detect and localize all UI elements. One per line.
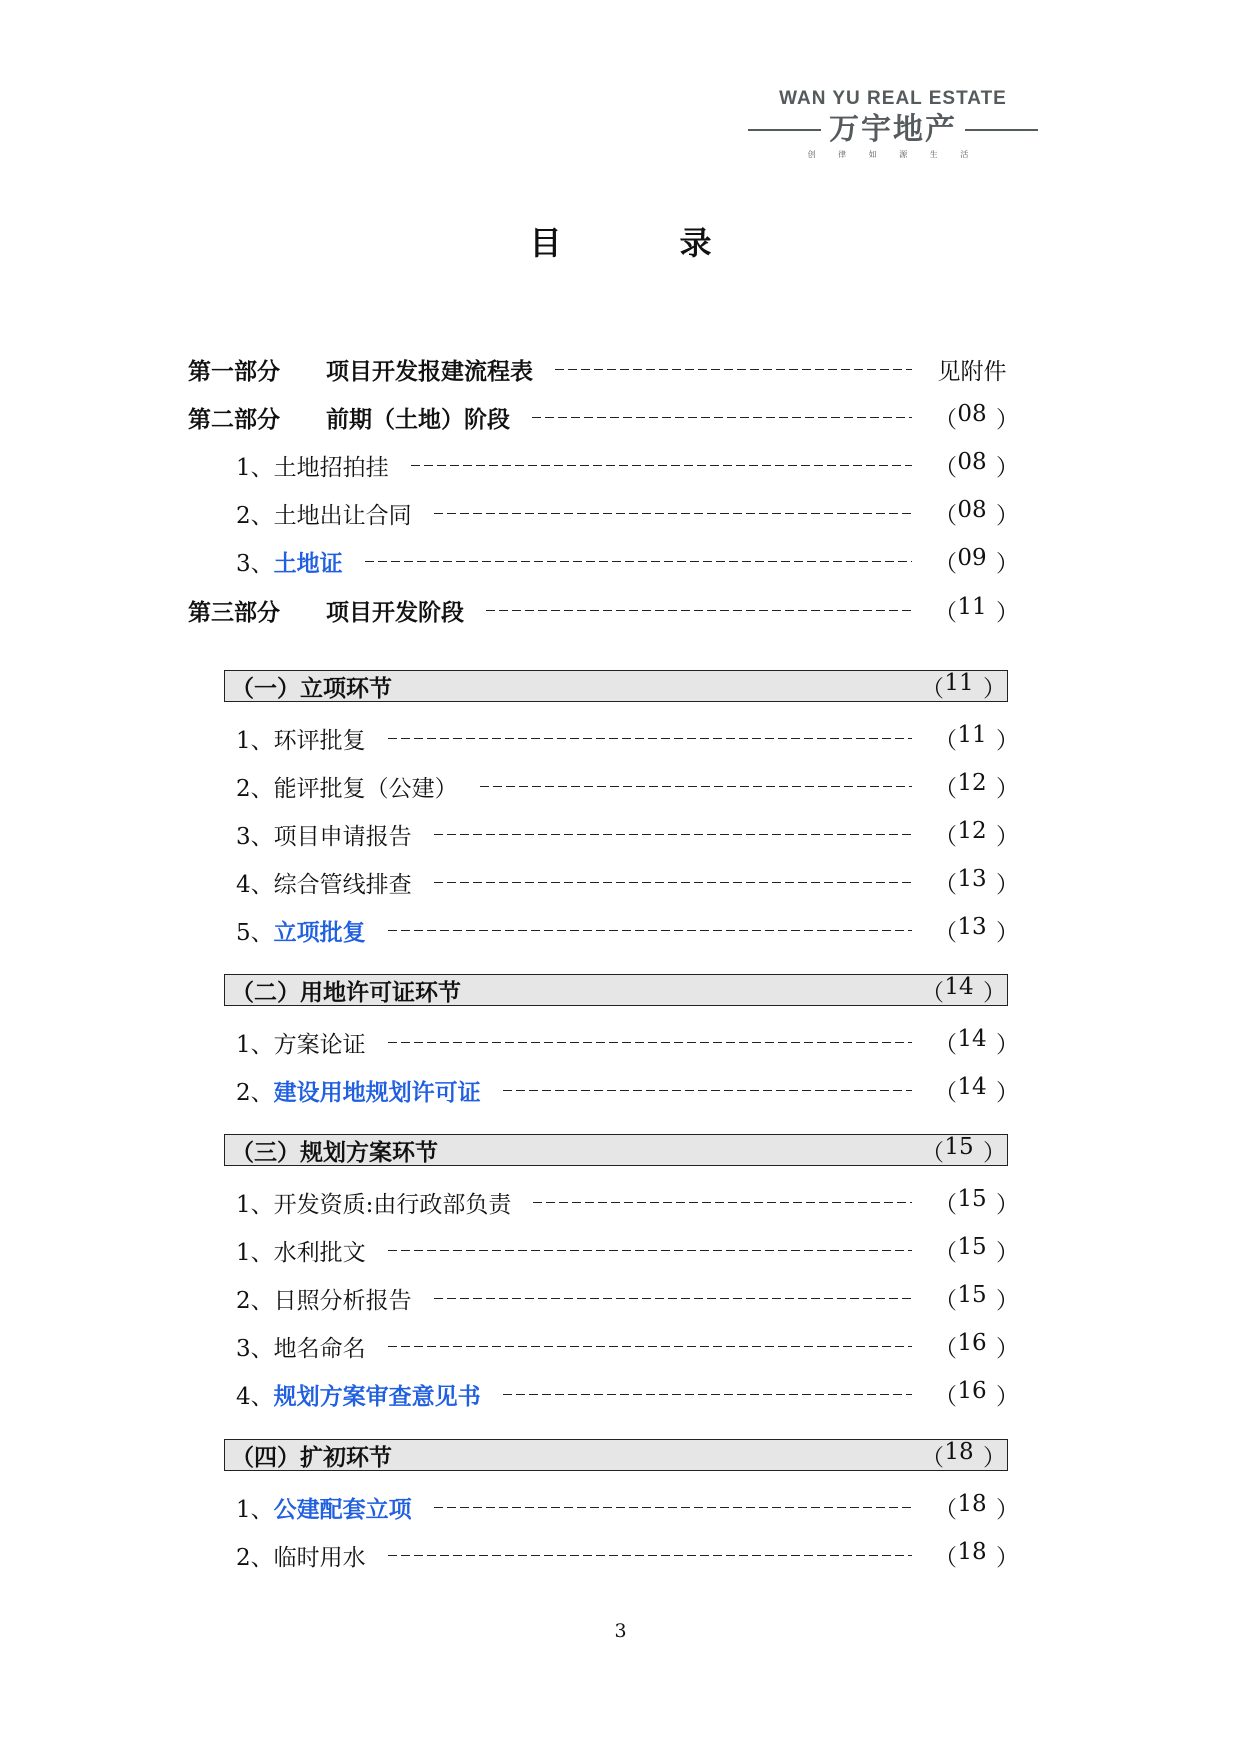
logo-left-rule: [748, 129, 821, 131]
toc-item-link[interactable]: 5、 立项批复 （ 13 ）: [236, 913, 1019, 946]
leader-dashes: [388, 1042, 912, 1043]
page-ref: 16: [957, 1329, 987, 1356]
item-text: 环评批复: [273, 727, 366, 754]
page-ref: 14: [957, 1073, 987, 1100]
toc-item[interactable]: 4、 综合管线排查 （ 13 ）: [236, 865, 1019, 898]
part-label: 第二部分: [188, 405, 280, 433]
toc-section-3[interactable]: （三）规划方案环节 （ 15 ）: [224, 1134, 1008, 1166]
toc-section-2[interactable]: （二）用地许可证环节 （ 14 ）: [224, 974, 1008, 1006]
page-title-second-char: 录: [679, 224, 712, 262]
logo-chinese-row: [748, 112, 1038, 148]
toc-part-3[interactable]: 第三部分 项目开发阶段 （ 11 ）: [188, 593, 1019, 626]
item-text: 能评批复（公建）: [273, 775, 458, 802]
page-ref: 09: [957, 544, 987, 571]
item-text: 日照分析报告: [273, 1287, 412, 1314]
item-text: 综合管线排查: [273, 871, 412, 898]
page-ref: 11: [957, 721, 987, 748]
page-ref: 11: [944, 669, 974, 696]
section-title: （二）用地许可证环节: [231, 978, 461, 1006]
item-text: 临时用水: [273, 1544, 366, 1571]
page-ref: 18: [957, 1538, 987, 1565]
page-ref: 15: [957, 1281, 987, 1308]
leader-dashes: [388, 738, 912, 739]
leader-dashes: [434, 513, 912, 514]
page-ref: 13: [957, 913, 987, 940]
leader-dashes: [532, 417, 912, 418]
toc-item[interactable]: 3、 地名命名 （ 16 ）: [236, 1329, 1019, 1362]
leader-dashes: [388, 1250, 912, 1251]
toc-item[interactable]: 2、 日照分析报告 （ 15 ）: [236, 1281, 1019, 1314]
item-link-text[interactable]: 公建配套立项: [273, 1495, 412, 1523]
page-ref: 见附件: [937, 358, 1007, 385]
leader-dashes: [434, 1298, 912, 1299]
leader-dashes: [388, 1346, 912, 1347]
toc-item-link[interactable]: 2、 建设用地规划许可证 （ 14 ）: [236, 1073, 1019, 1106]
leader-dashes: [555, 369, 912, 370]
item-text: 开发资质:由行政部负责: [273, 1191, 512, 1218]
toc-item[interactable]: 1、 环评批复 （ 11 ）: [236, 721, 1019, 754]
leader-dashes: [411, 465, 912, 466]
page-ref: 16: [957, 1377, 987, 1404]
page-ref: 08: [957, 448, 987, 475]
page-title-first-char: 目: [529, 224, 562, 262]
part-title: 项目开发报建流程表: [326, 357, 533, 385]
page-ref: 11: [957, 593, 987, 620]
section-title: （四）扩初环节: [231, 1443, 392, 1471]
section-title: （三）规划方案环节: [231, 1138, 438, 1166]
company-logo: [748, 88, 1038, 160]
toc-item-link[interactable]: 4、 规划方案审查意见书 （ 16 ）: [236, 1377, 1019, 1410]
page-ref: 08: [957, 496, 987, 523]
leader-dashes: [388, 1555, 912, 1556]
leader-dashes: [486, 610, 912, 611]
toc-section-4[interactable]: （四）扩初环节 （ 18 ）: [224, 1439, 1008, 1471]
part-label: 第三部分: [188, 598, 280, 626]
item-text: 项目申请报告: [273, 823, 412, 850]
page-number: 3: [614, 1620, 627, 1642]
item-text: 地名命名: [273, 1335, 366, 1362]
logo-chinese-name: 万宇地产: [829, 112, 957, 147]
part-label: 第一部分: [188, 357, 280, 385]
toc-part-2[interactable]: 第二部分 前期（土地）阶段 （ 08 ）: [188, 400, 1019, 433]
toc-section-1[interactable]: （一）立项环节 （ 11 ）: [224, 670, 1008, 702]
toc-item[interactable]: 1、 方案论证 （ 14 ）: [236, 1025, 1019, 1058]
page-ref: 08: [957, 400, 987, 427]
toc-item-link[interactable]: 1、 公建配套立项 （ 18 ）: [236, 1490, 1019, 1523]
leader-dashes: [480, 786, 912, 787]
toc-item[interactable]: 1、 开发资质:由行政部负责 （ 15 ）: [236, 1185, 1019, 1218]
leader-dashes: [388, 930, 912, 931]
page-ref: 18: [957, 1490, 987, 1517]
leader-dashes: [365, 561, 912, 562]
part-title: 项目开发阶段: [326, 598, 464, 626]
page-ref: 13: [957, 865, 987, 892]
page-ref: 18: [944, 1438, 974, 1465]
toc-item[interactable]: 3、 项目申请报告 （ 12 ）: [236, 817, 1019, 850]
page-title: [0, 218, 1241, 264]
page-ref: 12: [957, 769, 987, 796]
toc-item[interactable]: 2、 土地出让合同 （ 08 ）: [236, 496, 1019, 529]
leader-dashes: [434, 882, 912, 883]
item-text: 水利批文: [273, 1239, 366, 1266]
page-ref: 15: [957, 1233, 987, 1260]
page-ref: 12: [957, 817, 987, 844]
item-text: 方案论证: [273, 1031, 366, 1058]
toc-item[interactable]: 2、 临时用水 （ 18 ）: [236, 1538, 1019, 1571]
item-text: 土地出让合同: [273, 502, 412, 529]
item-link-text[interactable]: 土地证: [273, 549, 343, 577]
leader-dashes: [533, 1202, 912, 1203]
page-ref: 15: [944, 1133, 974, 1160]
leader-dashes: [503, 1394, 912, 1395]
leader-dashes: [503, 1090, 912, 1091]
toc-part-1[interactable]: [188, 349, 1010, 389]
item-text: 土地招拍挂: [273, 454, 389, 481]
item-link-text[interactable]: 立项批复: [273, 918, 366, 946]
page-ref: 14: [957, 1025, 987, 1052]
item-link-text[interactable]: 规划方案审查意见书: [273, 1382, 481, 1410]
toc-item[interactable]: 2、 能评批复（公建） （ 12 ）: [236, 769, 1019, 802]
toc-item[interactable]: 1、 水利批文 （ 15 ）: [236, 1233, 1019, 1266]
leader-dashes: [434, 1507, 912, 1508]
part-title: 前期（土地）阶段: [326, 405, 510, 433]
logo-tagline: 创 律 如 源 生 活: [807, 150, 979, 159]
logo-right-rule: [965, 129, 1038, 131]
logo-english-name: WAN YU REAL ESTATE: [779, 88, 1007, 109]
item-link-text[interactable]: 建设用地规划许可证: [273, 1078, 481, 1106]
toc-item[interactable]: 1、 土地招拍挂 （ 08 ）: [236, 448, 1019, 481]
section-title: （一）立项环节: [231, 674, 392, 702]
page-ref: 14: [944, 973, 974, 1000]
leader-dashes: [434, 834, 912, 835]
page-ref: 15: [957, 1185, 987, 1212]
toc-item-link[interactable]: 3、 土地证 （ 09 ）: [236, 544, 1019, 577]
